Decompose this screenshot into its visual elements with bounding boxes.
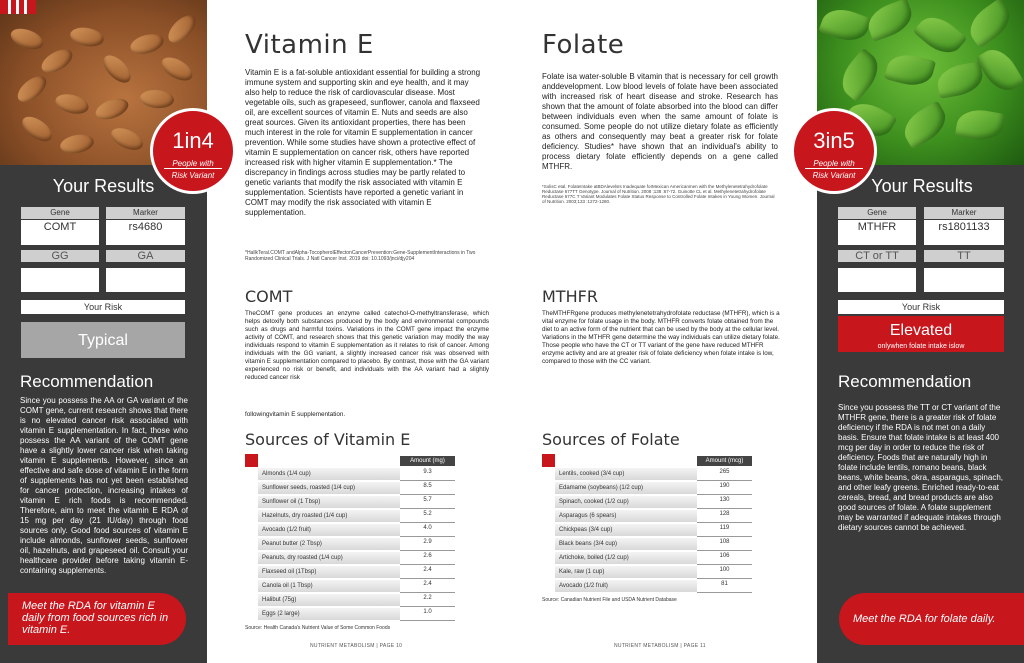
marker-blank-field: [924, 268, 1004, 292]
vitamin-e-title: Vitamin E: [245, 30, 374, 60]
badge-ratio: 1in4: [172, 128, 214, 153]
results-title: Your Results: [52, 176, 155, 196]
table-row: [258, 594, 455, 607]
food-amount: 130: [697, 496, 752, 509]
comt-title: COMT: [245, 287, 293, 306]
table-row: [555, 580, 752, 593]
food-name: Flaxseed oil (1Tbsp): [258, 566, 400, 579]
food-name: Kale, raw (1 cup): [555, 566, 697, 579]
badge-line1: People with: [805, 159, 862, 169]
marker-your-variant: TT: [924, 250, 1004, 262]
marker-your-variant: GA: [106, 250, 185, 262]
folate-sources-table: [542, 454, 752, 594]
page-10-footer: NUTRIENT METABOLISM | PAGE 10: [310, 643, 403, 649]
folate-source: Source: Canadian Nutrient File and USDA Nutrient Database: [542, 597, 677, 603]
risk-level-box: [838, 316, 1004, 352]
food-amount: 119: [697, 524, 752, 537]
table-row: [555, 510, 752, 523]
marker-blank-field: [106, 268, 185, 292]
table-row: [258, 496, 455, 509]
vitamin-e-callout: Meet the RDA for vitamin E daily from food sources rich in vitamin E.: [8, 593, 186, 645]
badge-line2: Risk Variant: [812, 171, 856, 180]
table-row: [555, 524, 752, 537]
recommendation-title: Recommendation: [20, 372, 154, 391]
food-name: Edamame (soybeans) (1/2 cup): [555, 482, 697, 495]
food-name: Sunflower oil (1 Tbsp): [258, 496, 400, 509]
food-amount: 5.2: [400, 510, 455, 523]
food-amount: 9.3: [400, 468, 455, 481]
food-name: Canola oil (1 Tbsp): [258, 580, 400, 593]
left-results-panel: [0, 0, 215, 663]
food-amount: 108: [697, 538, 752, 551]
comt-body-tail: followingvitamin E supplementation.: [245, 411, 346, 418]
food-name: Sunflower seeds, roasted (1/4 cup): [258, 482, 400, 495]
table-row: [258, 566, 455, 579]
food-name: Lentils, cooked (3/4 cup): [555, 468, 697, 481]
vitamin-e-body: Vitamin E is a fat-soluble antioxidant essential for building a strong immune system and supporting skin and eye health, and it may also help to reduce the risk of cardiovascular disease. Most vegetable oils, such as grapeseed, sunflower, canola and flaxseed oil, are excellent sources of vitamin E. Nuts and seeds are also great sources. Given its antioxidant properties, there has been much interest in the role for vitamin E supplementation in cancer prevention. While some studies have shown a protective effect of vitamin E supplementation on cancer risk, others have reported increased risk with higher vitamin E supplementation.* The discrepancy in findings across studies may be partly related to genetic variants that modify the risk associated with vitamin E supplementation. Scientists have reported a genetic variant in COMT may modify the risk associated with vitamin E supplementation.: [245, 68, 481, 217]
mthfr-body: TheMTHFRgene produces methylenetetrahydrofolate reductase (MTHFR), which is a vital enzyme for folate usage in the body. MTHFR converts folate obtained from the diet to an active form of the nutrient that can be used by the body at the cellular level. Variations in the MTHFR gene determine the way individuals can utilize dietary folate. Those people who have the CT or TT variant of the gene have reduced MTHFR enzyme activity and are at greater risk of folate deficiency when folate intake is low, compared to those with the CC variant.: [542, 310, 780, 365]
food-amount: 2.4: [400, 580, 455, 593]
amount-header: Amount (mcg): [697, 456, 752, 466]
table-row: [555, 496, 752, 509]
table-row: [555, 538, 752, 551]
food-name: Black beans (3/4 cup): [555, 538, 697, 551]
table-row: [258, 468, 455, 481]
risk-header: Your Risk: [838, 300, 1004, 314]
table-row: [258, 510, 455, 523]
risk-level: Typical: [78, 332, 128, 349]
gene-value: COMT: [43, 221, 77, 233]
table-row: [258, 580, 455, 593]
food-amount: 265: [697, 468, 752, 481]
folate-body: Folate isa water-soluble B vitamin that is necessary for cell growth anddevelopment. Low blood levels of folate have been associated with increased risk of heart disease and stroke. Research has shown that the amount of folate absorbed into the blood can differ between individuals even when the same amount of folate is consumed. Some people do not utilize dietary folate as efficiently as others and consequently may beat a greater risk for folate deficiency. Studies* have shown that an individual's ability to process dietary folate efficiently depends on a gene called MTHFR.: [542, 72, 778, 171]
food-name: Chickpeas (3/4 cup): [555, 524, 697, 537]
folate-footnote: *SolisC etal. FolateIntake atBDAlevelsIs Inadequate forMexican Americanmen with the Methylenetetrahydrofolate Reductase 677TT Genotype. Journal of Nutrition. 2008 ;138 :67-72. Guinotte CL et al. Methylenetetrahydrofolate Reductase 677C T Variant Modulates Folate Status Response to Controlled Folate Intakes in Young Women. Journal of Nutrition. 2003;133 :1272-1280.: [542, 184, 775, 204]
food-amount: 2.4: [400, 566, 455, 579]
vitamin-e-source: Source: Health Canada's Nutrient Value of Some Common Foods: [245, 625, 391, 631]
marker-value: rs4680: [128, 221, 163, 233]
food-amount: 2.9: [400, 538, 455, 551]
folate-title: Folate: [542, 30, 625, 60]
food-amount: 128: [697, 510, 752, 523]
risk-level-box: [21, 322, 185, 358]
food-name: Avocado (1/2 fruit): [555, 580, 697, 593]
gene-risk-variant: CT or TT: [838, 250, 916, 262]
food-name: Hazelnuts, dry roasted (1/4 cup): [258, 510, 400, 523]
food-name: Almonds (1/4 cup): [258, 468, 400, 481]
gene-blank-field: [838, 268, 916, 292]
folate-callout: Meet the RDA for folate daily.: [839, 593, 1024, 645]
food-amount: 81: [697, 580, 752, 593]
risk-level: Elevated: [889, 322, 953, 339]
marker-header: Marker: [106, 207, 185, 219]
food-name: Halibut (75g): [258, 594, 400, 607]
table-row: [555, 468, 752, 481]
gene-blank-field: [21, 268, 99, 292]
food-name: Peanuts, dry roasted (1/4 cup): [258, 552, 400, 565]
amount-header: Amount (mg): [400, 456, 455, 466]
table-row: [258, 482, 455, 495]
table-row: [555, 552, 752, 565]
mthfr-title: MTHFR: [542, 287, 598, 306]
badge-line2: Risk Variant: [171, 171, 215, 180]
food-amount: 106: [697, 552, 752, 565]
table-row: [258, 608, 455, 621]
table-row: [555, 482, 752, 495]
results-title: Your Results: [871, 176, 973, 196]
food-amount: 190: [697, 482, 752, 495]
recommendation-text: Since you possess the TT or CT variant of the MTHFR gene, there is a greater risk of folate deficiency if the RDA is not met on a daily basis. Ensure that folate intake is at least 400 mcg per day in order to reduce the risk of deficiency. Foods that are naturally high in folate include lentils, romano beans, black beans, white beans, okra, asparagus, spinach, and other leafy greens. Enriched ready-to-eat cereals, bread, and bread products are also good sources of folate. A folate supplement may be warranted if adequate intakes through dietary sources cannot be achieved.: [838, 403, 1003, 532]
food-amount: 2.6: [400, 552, 455, 565]
food-name: Peanut butter (2 Tbsp): [258, 538, 400, 551]
section-marker: [0, 0, 36, 14]
table-row: [258, 538, 455, 551]
table-row: [258, 524, 455, 537]
food-amount: 1.0: [400, 608, 455, 621]
food-amount: 5.7: [400, 496, 455, 509]
food-name: Eggs (2 large): [258, 608, 400, 621]
right-results-panel: [812, 0, 1024, 663]
table-marker: [245, 454, 258, 467]
food-name: Asparagus (6 spears): [555, 510, 697, 523]
vitamin-e-sources-table: [245, 454, 455, 624]
gene-header: Gene: [838, 207, 916, 219]
gene-label: Risk Variant: [38, 236, 82, 245]
recommendation-title: Recommendation: [838, 372, 972, 391]
gene-label: Risk Variant: [855, 236, 899, 245]
marker-label: Your Variant: [942, 236, 986, 245]
table-row: [555, 566, 752, 579]
recommendation-text: Since you possess the AA or GA variant of the COMT gene, current research shows that there is no elevated cancer risk associated with vitamin E supplementation. In fact, those who possess the AA variant of the COMT gene have a slightly lower cancer risk when taking vitamin E supplements. However, since an effective and safe dose of vitamin E in the form of supplements has not yet been established for cancer protection, increasing intakes of vitamin E rich foods is recommended. Therefore, aim to meet the vitamin E RDA of 15 mg per day (21 IU/day) through food sources only. Good food sources of vitamin E include almonds, sunflower seeds, sunflower oil, hazelnuts, and grapeseed oil. Consult your healthcare provider before taking vitamin E-containing supplements.: [20, 396, 188, 575]
food-amount: 4.0: [400, 524, 455, 537]
risk-header: Your Risk: [21, 300, 185, 314]
food-name: Artichoke, boiled (1/2 cup): [555, 552, 697, 565]
marker-header: Marker: [924, 207, 1004, 219]
gene-risk-variant: GG: [21, 250, 99, 262]
food-name: Spinach, cooked (1/2 cup): [555, 496, 697, 509]
food-amount: 100: [697, 566, 752, 579]
table-marker: [542, 454, 555, 467]
food-amount: 8.5: [400, 482, 455, 495]
page-11-footer: NUTRIENT METABOLISM | PAGE 11: [614, 643, 706, 649]
badge-line1: People with: [164, 159, 221, 169]
folate-sources-title: Sources of Folate: [542, 430, 680, 449]
badge-ratio: 3in5: [813, 128, 855, 153]
gene-header: Gene: [21, 207, 99, 219]
food-name: Avocado (1/2 fruit): [258, 524, 400, 537]
risk-note: onlywhen folate intake islow: [877, 343, 965, 350]
table-row: [258, 552, 455, 565]
marker-label: Your Variant: [123, 236, 168, 245]
vitamin-e-sources-title: Sources of Vitamin E: [245, 430, 411, 449]
vitamin-e-footnote: *HallkTeral.COMT andAlpha-TocopherolEffectonCancerPrevention:Gene-SupplementInteractions in Two Randomized Clinical Trials. J Natl Cancer Inst. 2019 doi: 10.1093/jnci/djy204: [245, 250, 476, 262]
food-amount: 2.2: [400, 594, 455, 607]
comt-body: TheCOMT gene produces an enzyme called catechol-O-methyltransferase, which helps detoxify both substances produced by the body and environmental compounds such as drugs and harmful toxins. Variations in the COMT gene impact the enzyme activity of COMT, and research shows that this genetic variation may modify the way individuals respond to vitamin E supplementation as it relates to risk of cancer. Among individuals with the GG variant, a slightly increased cancer risk was observed with vitamin E supplementation compared to placebo. By contrast, those with the GA variant experienced no risk or benefit, and individuals with the AA variant had a slightly reduced cancer risk: [245, 310, 489, 381]
marker-value: rs1801133: [938, 221, 990, 233]
gene-value: MTHFR: [857, 221, 897, 233]
